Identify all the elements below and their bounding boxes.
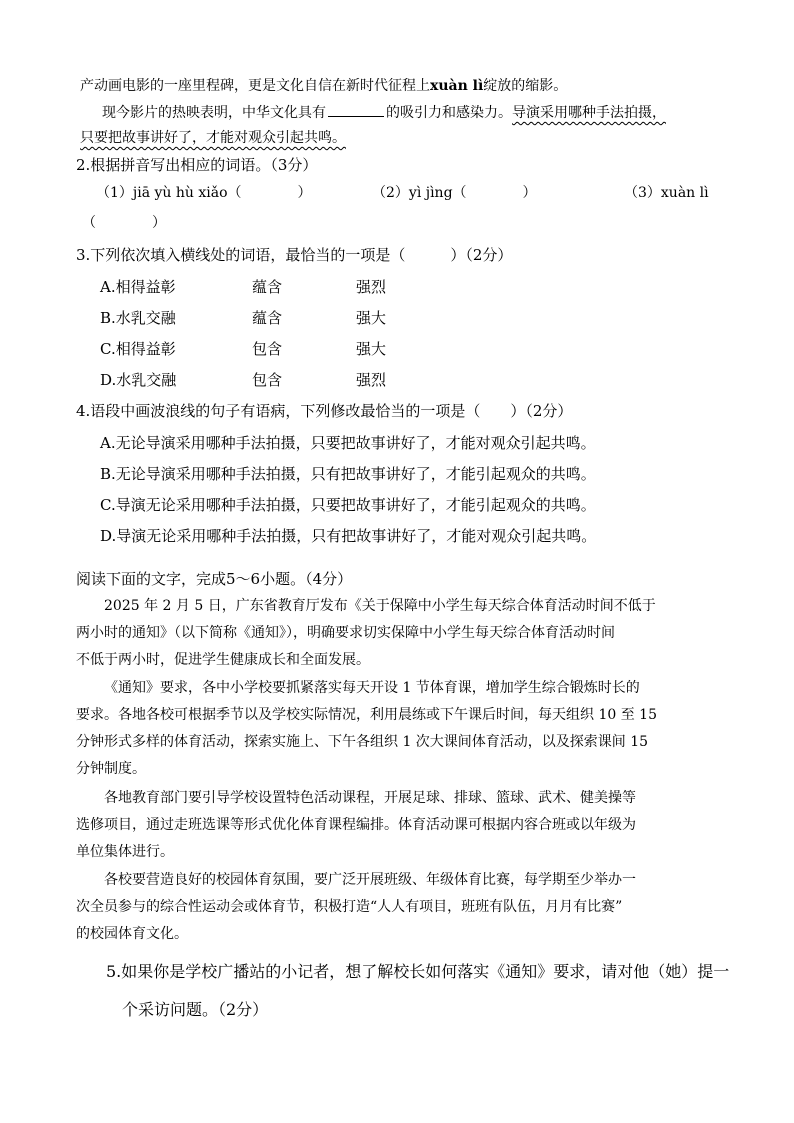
q3-option-c[interactable]: C.相得益彰 bbox=[100, 340, 176, 358]
reading-p3-line-1: 各地教育部门要引导学校设置特色活动课程，开展足球、排球、篮球、武术、健美操等 bbox=[104, 790, 636, 806]
passage-line-1 bbox=[80, 78, 567, 95]
q3-option-d[interactable]: D.水乳交融 bbox=[100, 371, 177, 389]
q3-option-c-word2: 包含 bbox=[252, 340, 283, 358]
q3-option-a-word2: 蕴含 bbox=[252, 278, 283, 296]
q3-option-b-word3: 强大 bbox=[356, 309, 387, 327]
q3-option-b-word2: 蕴含 bbox=[252, 309, 283, 327]
q2-item-1: （1）jiā yù hù xiǎo（ ） bbox=[96, 185, 312, 201]
q4-option-b[interactable]: B.无论导演采用哪种手法拍摄，只有把故事讲好了，才能引起观众的共鸣。 bbox=[100, 465, 596, 483]
q3-option-a[interactable]: A.相得益彰 bbox=[100, 278, 176, 296]
q3-option-d-word2: 包含 bbox=[252, 371, 283, 389]
reading-p4-line-3: 的校园体育文化。 bbox=[76, 926, 188, 942]
pinyin-text: xuàn lì bbox=[430, 78, 484, 94]
reading-p3-line-3: 单位集体进行。 bbox=[76, 844, 174, 860]
passage-text: 的吸引力和感染力。 bbox=[386, 105, 512, 121]
reading-p1-line-3: 不低于两小时，促进学生健康成长和全面发展。 bbox=[76, 652, 370, 668]
q4-stem: 4.语段中画波浪线的句子有语病，下列修改最恰当的一项是（ ）（2分） bbox=[76, 402, 573, 420]
passage-line-3 bbox=[80, 130, 346, 147]
fill-blank bbox=[328, 104, 384, 117]
q5-stem-line-1: 5.如果你是学校广播站的小记者，想了解校长如何落实《通知》要求，请对他（她）提一 bbox=[106, 962, 730, 981]
passage-text: 产动画电影的一座里程碑，更是文化自信在新时代征程上 bbox=[80, 78, 430, 94]
passage-line-2 bbox=[102, 104, 666, 122]
q3-option-b[interactable]: B.水乳交融 bbox=[100, 309, 176, 327]
q2-item-3: （3）xuàn lì bbox=[624, 185, 709, 201]
reading-p2-line-4: 分钟制度。 bbox=[76, 761, 146, 777]
passage-text: 现今影片的热映表明，中华文化具有 bbox=[102, 105, 326, 121]
reading-p2-line-2: 要求。各地各校可根据季节以及学校实际情况，利用晨练或下午课后时间，每天组织 10 至 15 bbox=[76, 707, 657, 723]
q4-option-c[interactable]: C.导演无论采用哪种手法拍摄，只要把故事讲好了，才能引起观众的共鸣。 bbox=[100, 496, 596, 514]
reading-p1-line-1: 2025 年 2 月 5 日，广东省教育厅发布《关于保障中小学生每天综合体育活动时间不低于 bbox=[104, 598, 656, 614]
reading-p2-line-3: 分钟形式多样的体育活动，探索实施上、下午各组织 1 次大课间体育活动，以及探索课间 15 bbox=[76, 734, 649, 750]
q3-option-d-word3: 强烈 bbox=[356, 371, 387, 389]
q2-item-2: （2）yì jìng（ ） bbox=[372, 185, 537, 201]
reading-p4-line-1: 各校要营造良好的校园体育氛围，要广泛开展班级、年级体育比赛，每学期至少举办一 bbox=[104, 872, 636, 888]
reading-p2-line-1: 《通知》要求，各中小学校要抓紧落实每天开设 1 节体育课，增加学生综合锻炼时长的 bbox=[104, 680, 640, 696]
q3-option-c-word3: 强大 bbox=[356, 340, 387, 358]
reading-p1-line-2: 两小时的通知》（以下简称《通知》），明确要求切实保障中小学生每天综合体育活动时间 bbox=[76, 625, 615, 641]
passage-text: 绽放的缩影。 bbox=[483, 78, 568, 94]
q5-stem-line-2: 个采访问题。（2分） bbox=[122, 1000, 269, 1019]
wavy-sentence: 导演采用哪种手法拍摄， bbox=[512, 105, 666, 121]
q4-option-a[interactable]: A.无论导演采用哪种手法拍摄，只要把故事讲好了，才能对观众引起共鸣。 bbox=[100, 434, 596, 452]
reading-p3-line-2: 选修项目，通过走班选课等形式优化体育课程编排。体育活动课可根据内容合班或以年级为 bbox=[76, 817, 636, 833]
q2-item-3-paren: （ ） bbox=[82, 215, 166, 231]
q4-option-d[interactable]: D.导演无论采用哪种手法拍摄，只有把故事讲好了，才能对观众引起共鸣。 bbox=[100, 527, 597, 545]
wavy-sentence: 只要把故事讲好了，才能对观众引起共鸣。 bbox=[80, 130, 346, 146]
reading-p4-line-2: 次全员参与的综合性运动会或体育节，积极打造“人人有项目，班班有队伍，月月有比赛” bbox=[76, 899, 623, 915]
q2-stem: 2.根据拼音写出相应的词语。（3分） bbox=[76, 156, 318, 174]
reading-intro: 阅读下面的文字，完成5～6小题。（4分） bbox=[76, 570, 353, 588]
q3-stem: 3.下列依次填入横线处的词语，最恰当的一项是（ ）（2分） bbox=[76, 246, 513, 264]
q3-option-a-word3: 强烈 bbox=[356, 278, 387, 296]
